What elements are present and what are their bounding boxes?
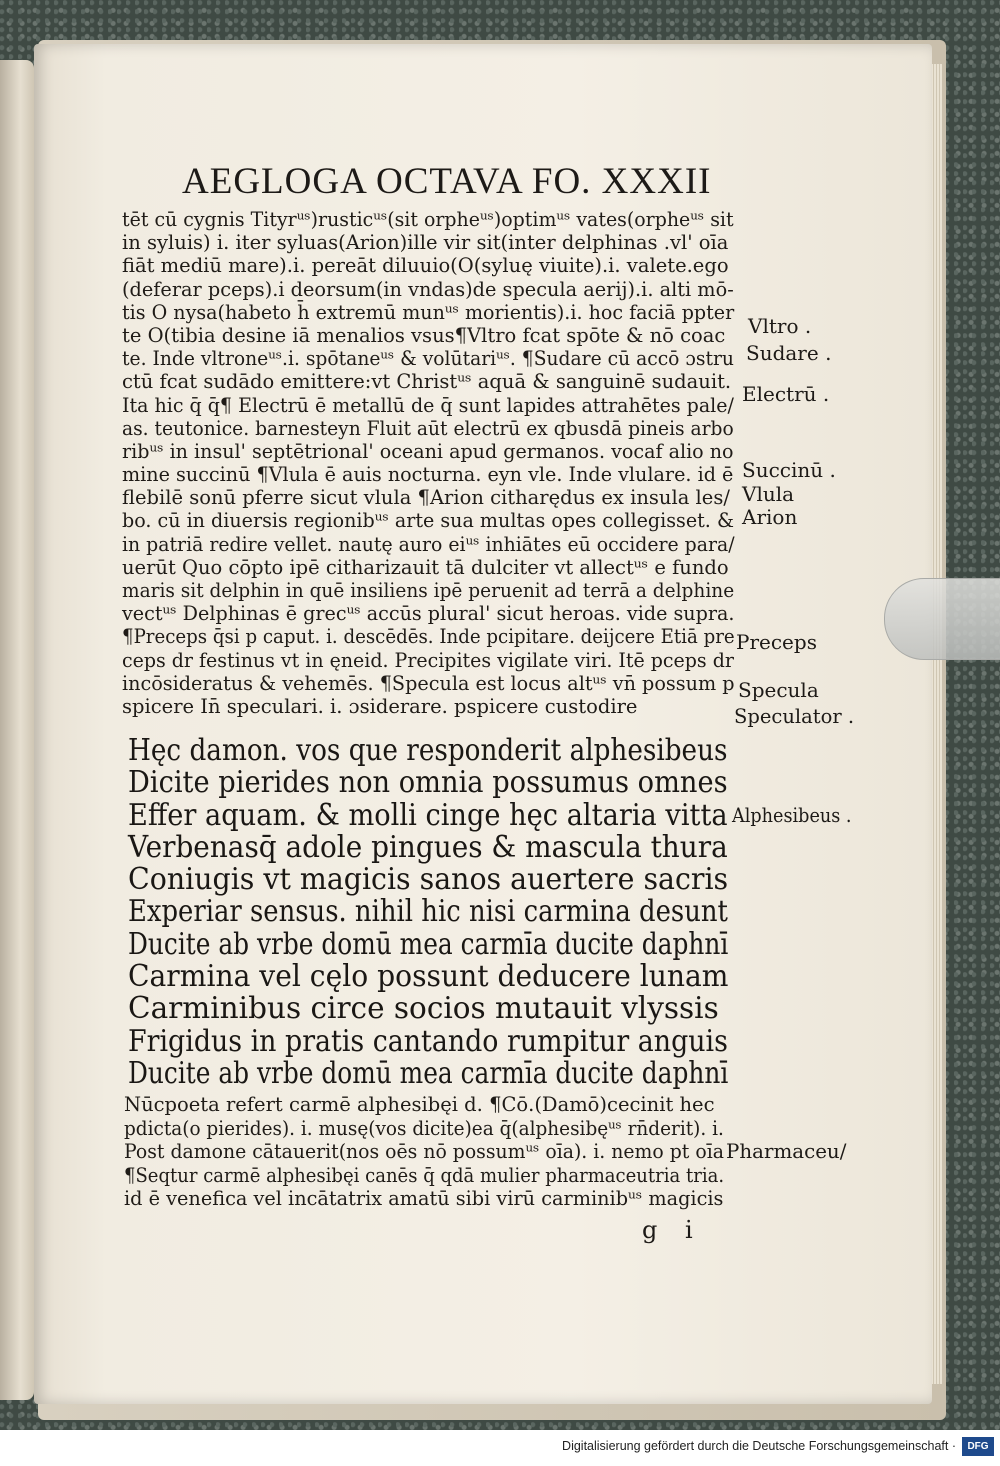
margin-note-electru: Electrū . <box>742 382 830 406</box>
commentary-line: ctū fcat sudādo emittere:vt Christᵘˢ aquā & sanguinē sudauit. <box>122 370 732 394</box>
margin-note-speculator: Speculator . <box>734 704 855 728</box>
commentary-line: ¶Preceps q̄si p caput. i. descēdēs. Inde pcipitare. deijcere Etiā pre <box>122 625 735 649</box>
commentary-line: id ē venefica vel incātatrix amatū sibi virū carminibᵘˢ magicis <box>124 1187 724 1210</box>
signature-mark: g i <box>642 1216 703 1244</box>
commentary-line: ribᵘˢ in insul' septētrional' oceani apud germanos. vocaf alio no <box>122 439 734 463</box>
footer-credit: Digitalisierung gefördert durch die Deutsche Forschungsgemeinschaft · <box>562 1439 956 1453</box>
verse-line: Hęc damon. vos que responderit alphesibeus <box>128 733 728 767</box>
margin-note-vlula: Vlula <box>742 482 795 506</box>
dfg-logo: DFG <box>962 1437 994 1456</box>
commentary-line: ceps dr festinus vt in ęneid. Precipites vigilate viri. Itē pceps dr <box>122 648 734 672</box>
commentary-line: mine succinū ¶Vlula ē auis nocturna. eyn vle. Inde vlulare. id ē <box>122 463 734 487</box>
verse-line: Ducite ab vrbe domū mea carmīa ducite daphnī <box>128 1055 729 1090</box>
footer-bar <box>0 1430 1000 1466</box>
verse-block <box>128 734 841 1089</box>
margin-note-preceps: Preceps <box>736 630 817 654</box>
commentary-block <box>122 208 742 718</box>
commentary-line: flebilē sonū pferre sicut vlula ¶Arion citharędus ex insula les/ <box>122 486 730 510</box>
page-clip <box>884 578 1000 660</box>
left-page-edge <box>0 60 34 1400</box>
commentary-line: fiāt mediū mare).i. pereāt diluuio(O(syluę viuite).i. valete.ego <box>122 254 729 278</box>
commentary-line: uerūt Quo cōpto ipē citharizauit tā dulciter vt allectᵘˢ e fundo <box>122 555 729 579</box>
verse-line: Verbenasq̄ adole pingues & mascula thura <box>128 829 728 864</box>
commentary-line: pdicta(o pierides). i. musę(vos dicite)ea q̄(alphesibęᵘˢ rn̄derit). i. <box>124 1116 724 1140</box>
commentary-line: vectᵘˢ Delphinas ē grecᵘˢ accūs plural' sicut heroas. vide supra. <box>122 602 735 626</box>
verse-line: Frigidus in pratis cantando rumpitur anguis <box>128 1023 728 1058</box>
commentary-line: tēt cū cygnis Tityrᵘˢ)rusticᵘˢ(sit orpheᵘˢ)optimᵘˢ vates(orpheᵘˢ sit <box>122 208 734 231</box>
commentary-line: maris sit delphin in quē insiliens ipē peruenit ad terrā a delphine <box>122 579 735 602</box>
margin-note-alphesibeus: Alphesibeus . <box>732 803 852 827</box>
commentary-line: incōsideratus & vehemēs. ¶Specula est locus altᵘˢ vn̄ possum p <box>122 671 735 695</box>
margin-note-specula: Specula <box>738 678 819 702</box>
verse-line: Carminibus circe socios mutauit vlyssis <box>128 991 719 1026</box>
margin-note-arion: Arion <box>742 505 798 529</box>
page-header: AEGLOGA OCTAVA FO. XXXII <box>182 161 712 202</box>
commentary-line: te O(tibia desine iā menalios vsus¶Vltro fcat spōte & nō coac <box>122 323 726 347</box>
commentary-line: (deferar pceps).i deorsum(in vndas)de specula aerij).i. alti mō- <box>122 277 734 301</box>
commentary-line: ¶Seqtur carmē alphesibęi canēs q̄ qdā mulier pharmaceutria tria. <box>124 1163 725 1187</box>
commentary-line: Ita hic q̄ q̄¶ Electrū ē metallū de q̄ sunt lapides attrahētes pale/ <box>122 393 734 417</box>
commentary-line: Nūcpoeta refert carmē alphesibęi d. ¶Cō.(Damō)cecinit hec <box>124 1093 715 1116</box>
commentary-line: in patriā redire vellet. nautę auro eiᵘˢ inhiātes eū occidere para/ <box>122 532 735 556</box>
commentary-line: Post damone cātauerit(nos oēs nō possumᵘˢ oīa). i. nemo pt oīa <box>124 1140 724 1163</box>
verse-line: Coniugis vt magicis sanos auertere sacris <box>128 862 729 897</box>
margin-note-succinu: Succinū . <box>742 458 836 482</box>
commentary-line: bo. cū in diuersis regionibᵘˢ arte sua multas opes collegisset. & <box>122 509 734 533</box>
verse-line: Carmina vel cęlo possunt deducere lunam <box>128 959 729 994</box>
commentary-line: in syluis) i. iter syluas(Arion)ille vir sit(inter delphinas .vl' oīa <box>122 231 729 255</box>
commentary-line: spicere In̄ speculari. i. ɔsiderare. pspicere custodire <box>122 694 638 718</box>
verse-line: Dicite pierides non omnia possumus omnes <box>128 765 728 800</box>
margin-note-sudare: Sudare . <box>746 341 832 365</box>
commentary-block-lower <box>124 1093 773 1211</box>
verse-line: Ducite ab vrbe domū mea carmīa ducite daphnī <box>128 926 729 961</box>
commentary-line: as. teutonice. barnesteyn Fluit aūt electrū ex qbusdā pineis arbo <box>122 416 734 440</box>
margin-note-vltro: Vltro . <box>748 314 812 338</box>
commentary-line: tis O nysa(habeto h̄ extremū munᵘˢ morientis).i. hoc faciā ppter <box>122 300 735 324</box>
margin-note-pharmaceu: Pharmaceu/ <box>726 1139 847 1163</box>
verse-line: Effer aquam. & molli cinge hęc altaria vitta <box>128 797 728 832</box>
verse-line: Experiar sensus. nihil hic nisi carmina desunt <box>128 894 728 929</box>
commentary-line: te. Inde vltroneᵘˢ.i. spōtaneᵘˢ & volūtariᵘˢ. ¶Sudare cū accō ɔstru <box>122 347 734 371</box>
